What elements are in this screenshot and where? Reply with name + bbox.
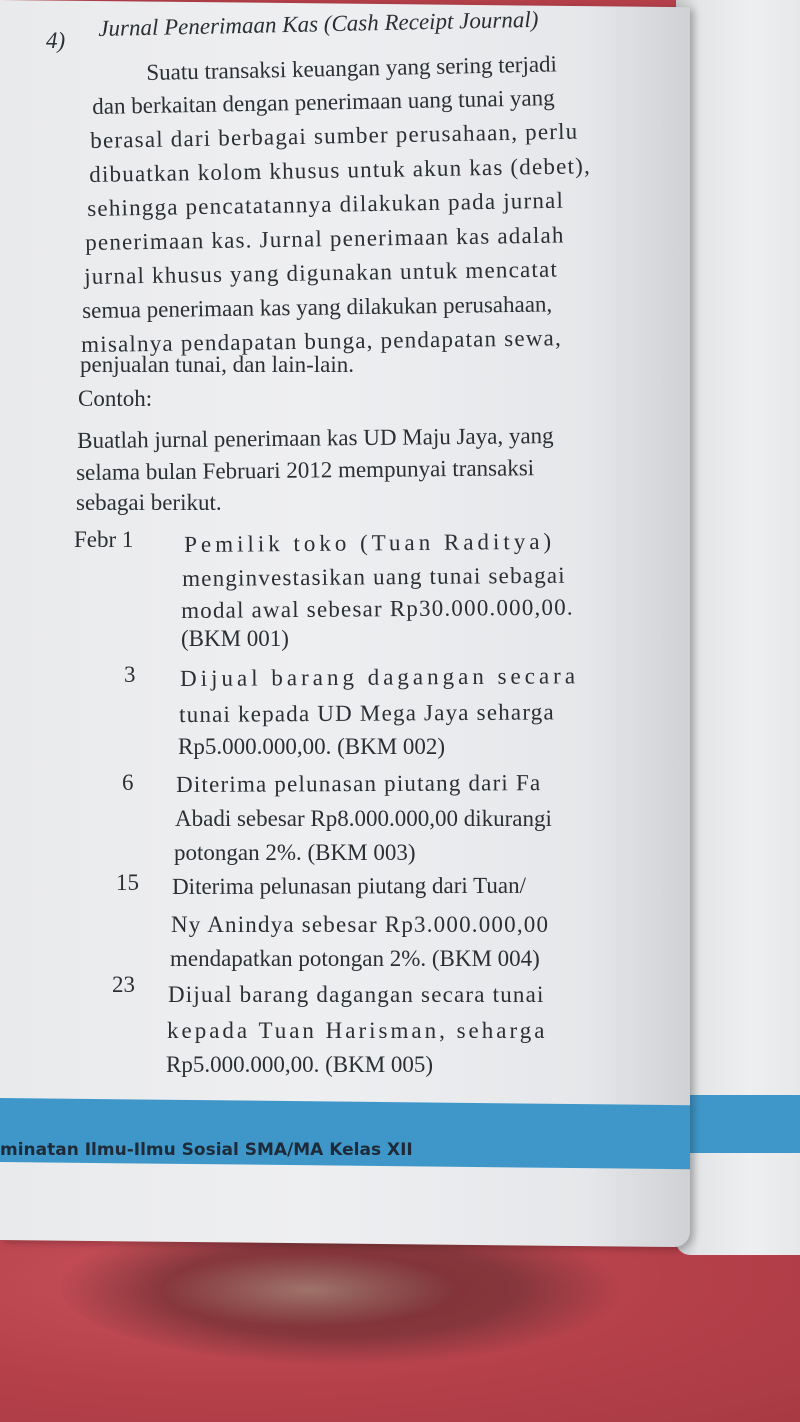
right-page bbox=[676, 0, 800, 1255]
footer-text: minatan Ilmu-Ilmu Sosial SMA/MA Kelas XII bbox=[0, 1140, 413, 1160]
transaction-line: tunai kepada UD Mega Jaya seharga bbox=[179, 699, 555, 727]
right-page-band bbox=[676, 1095, 800, 1153]
transaction-line: Rp5.000.000,00. (BKM 002) bbox=[178, 734, 446, 759]
task-line: Buatlah jurnal penerimaan kas UD Maju Jaya, yang bbox=[77, 423, 554, 453]
transaction-date: 6 bbox=[122, 770, 134, 795]
transaction-line: Dijual barang dagangan secara tunai bbox=[168, 982, 545, 1007]
section-number: 4) bbox=[46, 28, 66, 53]
intro-line: semua penerimaan kas yang dilakukan perusahaan, bbox=[82, 291, 553, 323]
intro-line: penjualan tunai, dan lain-lain. bbox=[80, 352, 354, 377]
cloth-pattern-light bbox=[150, 1250, 470, 1330]
transaction-line: mendapatkan potongan 2%. (BKM 004) bbox=[170, 946, 540, 971]
task-line: selama bulan Februari 2012 mempunyai transaksi bbox=[76, 455, 535, 485]
transaction-line: Diterima pelunasan piutang dari Tuan/ bbox=[172, 872, 526, 899]
intro-line: dibuatkan kolom khusus untuk akun kas (debet), bbox=[89, 153, 592, 187]
transaction-line: Abadi sebesar Rp8.000.000,00 dikurangi bbox=[175, 806, 552, 831]
transaction-line: Pemilik toko (Tuan Raditya) bbox=[184, 528, 556, 557]
transaction-line: kepada Tuan Harisman, seharga bbox=[167, 1018, 548, 1043]
transaction-line: potongan 2%. (BKM 003) bbox=[174, 840, 416, 865]
transaction-line: menginvestasikan uang tunai sebagai bbox=[182, 562, 566, 591]
intro-line: berasal dari berbagai sumber perusahaan, perlu bbox=[90, 118, 579, 153]
transaction-line: (BKM 001) bbox=[181, 626, 289, 651]
intro-line: penerimaan kas. Jurnal penerimaan kas adalah bbox=[85, 222, 565, 255]
section-title: Jurnal Penerimaan Kas (Cash Receipt Journal) bbox=[98, 6, 539, 41]
transaction-line: Ny Anindya sebesar Rp3.000.000,00 bbox=[171, 912, 550, 937]
example-label: Contoh: bbox=[78, 386, 153, 411]
transaction-line: Rp5.000.000,00. (BKM 005) bbox=[166, 1052, 434, 1077]
intro-line: sehingga pencatatannya dilakukan pada jurnal bbox=[87, 187, 565, 221]
transaction-line: modal awal sebesar Rp30.000.000,00. bbox=[181, 594, 574, 623]
transaction-date: 23 bbox=[112, 972, 135, 997]
intro-line: dan berkaitan dengan penerimaan uang tunai yang bbox=[92, 85, 555, 119]
transaction-date: 15 bbox=[116, 870, 139, 895]
task-line: sebagai berikut. bbox=[76, 490, 222, 515]
transaction-line: Dijual barang dagangan secara bbox=[180, 663, 580, 691]
intro-line: misalnya pendapatan bunga, pendapatan sewa, bbox=[81, 325, 563, 357]
transaction-date: Febr 1 bbox=[74, 527, 134, 552]
transaction-line: Diterima pelunasan piutang dari Fa bbox=[176, 770, 542, 797]
intro-line: jurnal khusus yang digunakan untuk mencatat bbox=[84, 256, 559, 289]
transaction-date: 3 bbox=[124, 662, 136, 687]
intro-line: Suatu transaksi keuangan yang sering terjadi bbox=[146, 51, 558, 85]
